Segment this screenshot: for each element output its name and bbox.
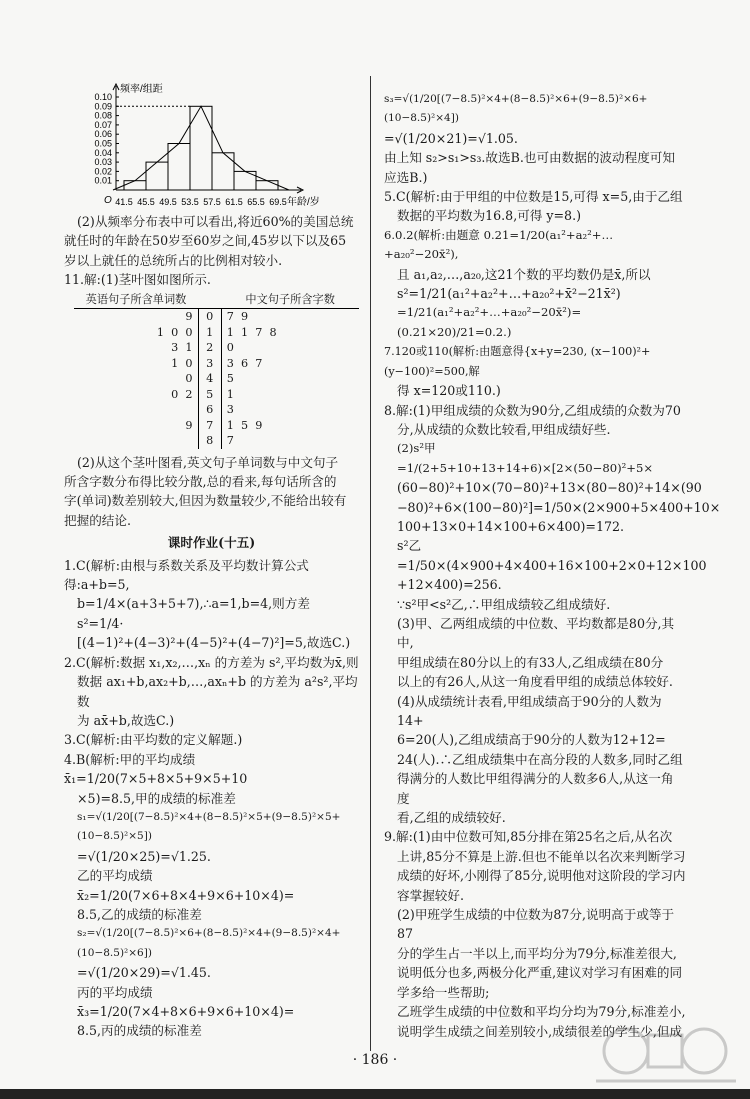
histogram-bar (256, 181, 278, 190)
stem-leaf-row: 9 7 1 5 9 (74, 418, 359, 434)
text-line: b=1/4×(a+3+5+7),∴a=1,b=4,则方差 s²=1/4· (77, 596, 314, 631)
left-column (64, 80, 359, 1041)
formula-line: (60−80)²+10×(70−80)²+13×(80−80)²+14×(90 (397, 480, 702, 496)
text-line: ∵s²甲<s²乙,∴甲组成绩较乙组成绩好. (397, 596, 611, 612)
y-tick-label: 0.07 (94, 119, 112, 130)
origin-label: O (104, 195, 112, 206)
histogram-bar (146, 162, 168, 190)
text-line: [(4−1)²+(4−3)²+(4−5)²+(4−7)²]=5,故选C.) (77, 635, 351, 651)
text-line: 得 x=120或110.) (397, 383, 501, 399)
x-tick-label: 65.5 (247, 197, 265, 207)
histogram-svg (64, 80, 359, 212)
x-tick-label: 49.5 (159, 197, 177, 207)
formula-line: s²=1/21(a₁²+a₂²+…+a₂₀²+x̄²−21x̄²) (397, 286, 621, 302)
text-line: 所含字数分布得比较分散,总的看来,每句话所含的 (64, 474, 337, 490)
formula-line: =√(1/20×29)=√1.45. (77, 965, 211, 981)
x-tick-label: 53.5 (181, 197, 199, 207)
column-divider (370, 76, 371, 1051)
text-line: 分的学生占一半以上,而平均分为79分,标准差很大, (397, 945, 677, 961)
y-tick-label: 0.02 (94, 166, 112, 177)
stem-leaf-row: 9 0 7 9 (74, 309, 359, 325)
x-tick-label: 69.5 (269, 197, 287, 207)
x-tick-label: 45.5 (137, 197, 155, 207)
stem-leaf-row: 0 4 5 (74, 371, 359, 387)
histogram-bar (124, 181, 146, 190)
text-line: 应选B.) (384, 169, 428, 185)
text-line: 且 a₁,a₂,…,a₂₀,这21个数的平均数仍是x̄,所以 (397, 266, 651, 282)
text-line: 4.B(解析:甲的平均成绩x̄₁=1/20(7×5+8×5+9×5+10 (64, 751, 248, 787)
text-line: 字(单词)数差别较大,但因为数量较少,不能给出较有 (64, 493, 347, 509)
text-line: 分,从成绩的众数比较看,甲组成绩好些. (397, 421, 611, 437)
text-line: 11.解:(1)茎叶图如图所示. (64, 272, 211, 288)
frequency-histogram (64, 80, 359, 212)
text-line: 容掌握较好. (397, 887, 464, 903)
y-tick-label: 0.06 (94, 129, 112, 140)
text-line: 8.解:(1)甲组成绩的众数为90分,乙组成绩的众数为70 (384, 402, 681, 418)
stem-leaf-row: 3 1 2 0 (74, 340, 359, 356)
frequency-polygon (113, 106, 289, 190)
y-tick-label: 0.08 (94, 110, 112, 121)
stem-leaf-row: 1 0 3 3 6 7 (74, 356, 359, 372)
formula-line: s₃=√(1/20[(7−8.5)²×4+(8−8.5)²×6+(9−8.5)²×6+(10−8.5)²×4]) (384, 93, 648, 125)
stem-leaf-left-header: 英语句子所含单词数 (74, 292, 198, 309)
text-line: 24(人).∴乙组成绩集中在高分段的人数多,同时乙组 (397, 751, 683, 767)
x-tick-label: 57.5 (203, 197, 221, 207)
text-line: (2)甲班学生成绩的中位数为87分,说明高于或等于87 (397, 907, 675, 942)
text-line: 8.5,丙的成绩的标准差 (77, 1023, 202, 1039)
formula-line: =1/21(a₁²+a₂²+…+a₂₀²−20x̄²)=(0.21×20)/21=0.2.) (397, 305, 582, 339)
section-title: 课时作业(十五) (167, 535, 256, 551)
text-line: 乙班学生成绩的中位数和平均分均为79分,标准差小, (397, 1004, 686, 1020)
text-line: 5.C(解析:由于甲组的中位数是15,可得 x=5,由于乙组 (384, 189, 683, 205)
text-line: 说明学生成绩之间差别较小,成绩很差的学生少,但成 (397, 1023, 683, 1039)
x-axis-label: 年龄/岁 (287, 197, 320, 208)
stem-leaf-plot (74, 292, 359, 449)
text-line: 6=20(人),乙组成绩高于90分的人数为12+12= (397, 732, 666, 748)
text-line: 岁以上就任的总统所占的比例相对较小. (64, 252, 283, 268)
text-line: 甲组成绩在80分以上的有33人,乙组成绩在80分 (397, 654, 664, 670)
text-line: 由上知 s₂>s₁>s₃.故选B.也可由数据的波动程度可知 (384, 150, 675, 166)
y-tick-label: 0.10 (94, 92, 112, 102)
text-line: 2.C(解析:数据 x₁,x₂,…,xₙ 的方差为 s²,平均数为x̄,则 (64, 654, 359, 670)
text-line: 成绩的好坏,小刚得了85分,说明他对这阶段的学习内 (397, 868, 686, 884)
text-line: 数据的平均数为16.8,可得 y=8.) (397, 208, 581, 224)
page-number: · 186 · (352, 1052, 398, 1068)
right-column (384, 90, 721, 1041)
stem-leaf-right-header: 中文句子所含字数 (221, 292, 359, 309)
text-line: 6.0.2(解析:由题意 0.21=1/20(a₁²+a₂²+…+a₂₀²−20x̄²), (384, 227, 614, 262)
formula-line: s₁=√(1/20[(7−8.5)²×4+(8−8.5)²×5+(9−8.5)²×5+(10−8.5)²×5]) (77, 810, 341, 843)
y-tick-label: 0.01 (94, 175, 112, 186)
formula-line: −80)²+6×(100−80)²]=1/50×(2×900+5×400+10× (397, 499, 721, 515)
formula-line: s²乙=1/50×(4×900+4×400+16×100+2×0+12×100 (397, 538, 707, 573)
text-line: 数据 ax₁+b,ax₂+b,…,axₙ+b 的方差为 a²s²,平均数 (77, 674, 358, 709)
text-line: 丙的平均成绩x̄₃=1/20(7×4+8×6+9×6+10×4)= (77, 984, 295, 1019)
text-line: 9.解:(1)由中位数可知,85分排在第25名之后,从名次 (384, 829, 673, 845)
text-line: 看,乙组的成绩较好. (397, 810, 506, 826)
formula-line: s₂=√(1/20[(7−8.5)²×6+(8−8.5)²×4+(9−8.5)²×4+(10−8.5)²×6]) (77, 927, 341, 959)
text-line: 8.5,乙的成绩的标准差 (77, 906, 202, 922)
watermark-logo-icon (596, 1021, 736, 1087)
y-tick-label: 0.03 (94, 157, 112, 168)
text-line: 上讲,85分不算是上游.但也不能单以名次来判断学习 (397, 848, 686, 864)
text-line: 3.C(解析:由平均数的定义解题.) (64, 732, 243, 748)
text-line: 得满分的人数比甲组得满分的人数多6人,从这一角度 (397, 771, 674, 806)
text-line: 就任时的年龄在50岁至60岁之间,45岁以下以及65 (64, 233, 347, 249)
text-line: 乙的平均成绩x̄₂=1/20(7×6+8×4+9×6+10×4)= (77, 868, 295, 903)
text-line: 7.120或110(解析:由题意得{x+y=230, (x−100)²+(y−100)²=500,解 (384, 345, 651, 378)
y-tick-label: 0.04 (94, 147, 112, 158)
text-line: 说明低分也多,两极分化严重,建议对学习有困难的同 (397, 965, 683, 981)
formula-line: +12×400)=256. (397, 577, 502, 593)
text-line: 学多给一些帮助; (397, 984, 490, 1000)
y-axis-label: 频率/组距 (120, 84, 163, 95)
x-tick-label: 41.5 (115, 197, 133, 207)
text-line: (2)从频率分布表中可以看出,将近60%的美国总统 (77, 214, 354, 229)
text-line: (3)甲、乙两组成绩的中位数、平均数都是80分,其中, (397, 615, 675, 651)
text-line: 把握的结论. (64, 512, 131, 528)
formula-line: =√(1/20×25)=√1.25. (77, 848, 211, 864)
stem-leaf-row: 1 0 0 1 1 1 7 8 (74, 325, 359, 341)
text-line: 以上的有26人,从这一角度看甲组的成绩总体较好. (397, 674, 673, 690)
formula-line: =√(1/20×21)=√1.05. (384, 130, 518, 146)
stem-leaf-row: 0 2 5 1 (74, 387, 359, 403)
formula-line: 100+13×0+14×100+6×400)=172. (397, 518, 625, 534)
text-line: 为 ax̄+b,故选C.) (77, 712, 175, 728)
text-line: 1.C(解析:由根与系数关系及平均数计算公式得:a+b=5, (64, 557, 309, 593)
text-line: ×5)=8.5,甲的成绩的标准差 (77, 790, 236, 806)
x-tick-label: 61.5 (225, 197, 243, 207)
stem-leaf-row: 8 7 (74, 433, 359, 449)
formula-line: (2)s²甲=1/(2+5+10+13+14+6)×[2×(50−80)²+5× (397, 441, 654, 475)
bottom-bar (0, 1089, 750, 1099)
text-line: (2)从这个茎叶图看,英文句子单词数与中文句子 (77, 454, 339, 470)
stem-leaf-row: 6 3 (74, 402, 359, 418)
y-tick-label: 0.05 (94, 138, 112, 149)
histogram-bar (212, 153, 234, 190)
text-line: (4)从成绩统计表看,甲组成绩高于90分的人数为14+ (397, 693, 662, 728)
y-tick-label: 0.09 (94, 101, 112, 112)
